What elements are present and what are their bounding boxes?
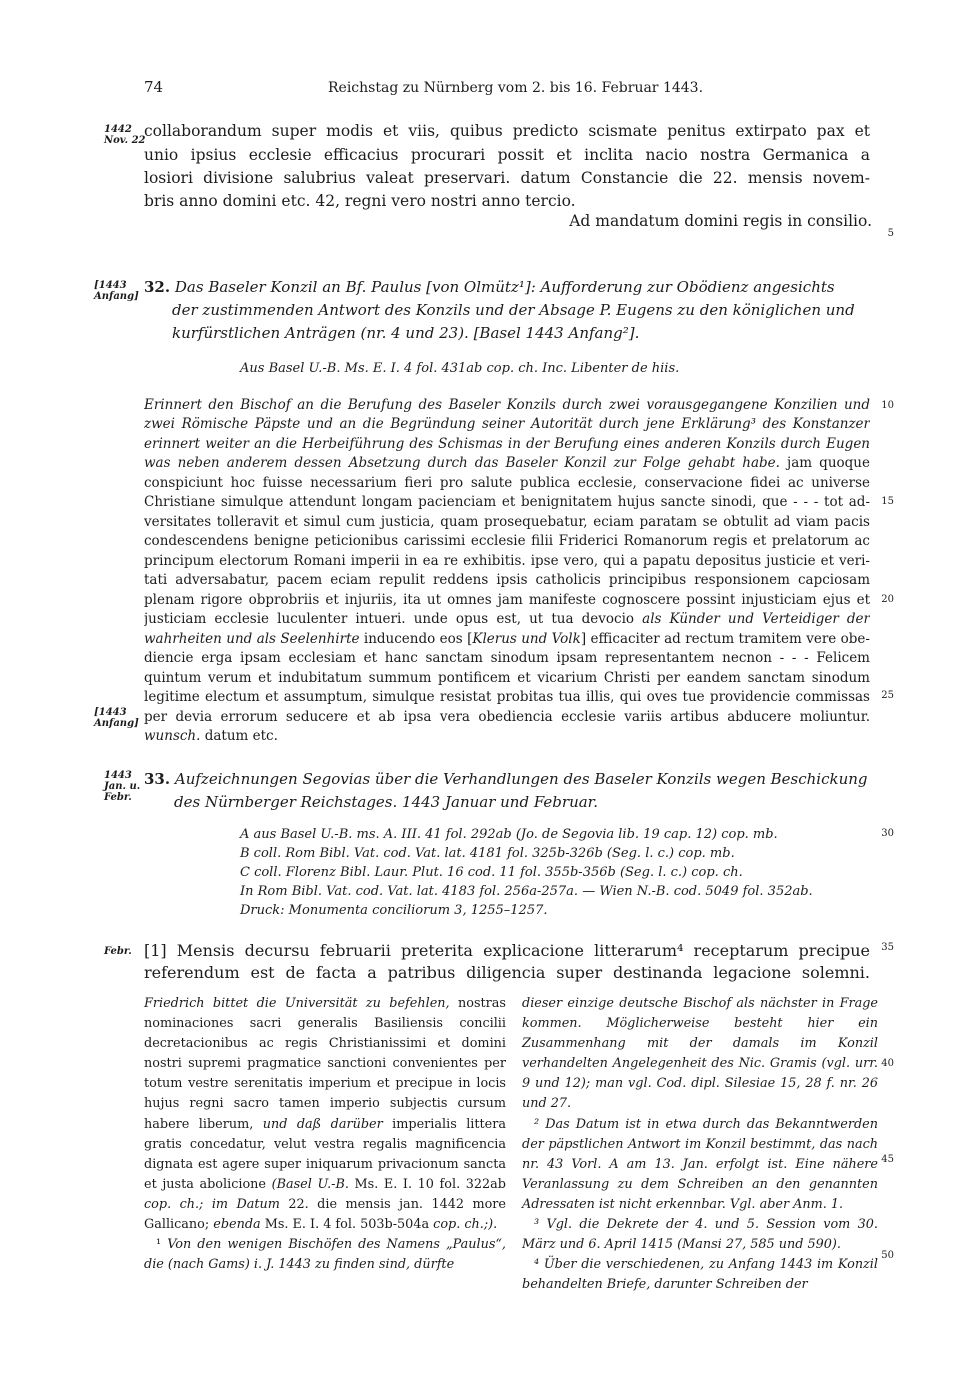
entry-number: 33. [144,770,171,788]
body-line: wahrheiten und als Seelenhirte inducendo eos [Klerus und Volk] efficaciter ad rectum tramitem vere obe- [144,631,870,647]
margin-date-2: [1443 Anfang] [94,280,139,302]
entry-number: 32. [144,278,171,296]
footnote-4: ⁴ Über die verschiedenen, zu Anfang 1443 im Konzil behandelten Briefe, darunter Schreiben der [522,1257,878,1293]
entry-title-line: des Nürnberger Reichstages. 1443 Januar und Februar. [174,793,598,811]
entry-title-line: Das Baseler Konzil an Bf. Paulus [von Olmütz¹]: Aufforderung zur Obödienz angesichts [174,278,835,296]
footnotes-right-column [522,994,878,1295]
paragraph-1-line: referendum est de facta a patribus diligencia super destinanda legacione solemni. [144,963,870,982]
line-number: 25 [881,690,894,701]
footnote-1-continued: dieser einzige deutsche Bischof als nächster in Frage kommen. Möglicherweise besteht hier ein Zusammenhang mit der damals im Konzil verhandelten Angelegenheit des Nic. Gramis (vgl. urr. 9 und 12); man vgl. Cod. dipl. Silesiae 15, 28 f. nr. 26 und 27. [522,996,878,1112]
entry-title-line: Aufzeichnungen Segovias über die Verhandlungen des Baseler Konzils wegen Beschickung [174,770,868,788]
source-line: Druck: Monumenta conciliorum 3, 1255–1257. [240,903,548,918]
line-number: 35 [881,942,894,953]
intro-line-1: collaborandum super modis et viis, quibus predicto scismate penitus extirpato pax et [144,122,870,140]
line-number: 20 [881,594,894,605]
body-line: legitime electum et assumptum, simulque resistat probitas tua illis, qui oves tue providencie commissas [144,689,870,705]
intro-line-4: bris anno domini etc. 42, regni vero nostri anno tercio. [144,192,576,210]
line-number: 5 [887,228,894,239]
entry-32-heading [144,276,870,345]
line-number: 40 [881,1058,894,1069]
body-line: principum electorum Romani imperii in ea re exhibitis. ipse vero, qui a papatu depositus justicie et veri- [144,553,870,569]
entry-title-line: der zustimmenden Antwort des Konzils und der Absage P. Eugens zu den königlichen und [172,301,855,319]
footnote-1: ¹ Von den wenigen Bischöfen des Namens „Paulus“, die (nach Gams) i. J. 1443 zu finden sind, dürfte [144,1237,507,1273]
entry-title-line: kurfürstlichen Anträgen (nr. 4 und 23). [Basel 1443 Anfang²]. [172,324,640,342]
body-line: wunsch. datum etc. [144,728,278,744]
footnote-3: ³ Vgl. die Dekrete der 4. und 5. Session vom 30. März und 6. April 1415 (Mansi 27, 585 und 590). [522,1217,878,1253]
body-line: Erinnert den Bischof an die Berufung des Baseler Konzils durch zwei vorausgegangene Konzilien und [144,397,870,413]
body-line: tati adversabatur, pacem eciam repulit reddens ipsis catholicis principibus responsionem capciosam [144,572,870,588]
source-line: A aus Basel U.-B. ms. A. III. 41 fol. 292ab (Jo. de Segovia lib. 19 cap. 12) cop. mb. [240,827,778,842]
body-line: conspiciunt hoc fuisse necessarium fieri pro salute publica ecclesie, conservacione fidei ac universe [144,475,870,491]
intro-line-3: losiori divisione salubrius valeat preservari. datum Constancie die 22. mensis novem- [144,169,870,187]
entry-32-source: Aus Basel U.-B. Ms. E. I. 4 fol. 431ab cop. ch. Inc. Libenter de hiis. [240,361,680,376]
line-number: 30 [881,828,894,839]
line-number: 45 [881,1154,894,1165]
page-number: 74 [144,78,164,96]
source-line: C coll. Florenz Bibl. Laur. Plut. 16 cod. 11 fol. 355b-356b (Seg. l. c.) cop. ch. [240,865,743,880]
body-line: condescendens benigne peticionibus carissimi ecclesie filii Friderici Romanorum regis et prelatorum ac [144,533,870,549]
footnote-2: ² Das Datum ist in etwa durch das Bekanntwerden der päpstlichen Antwort im Konzil bestimmt, das nach nr. 43 Vorl. A am 13. Jan. erfolgt ist. Eine nähere Veranlassung zu dem Schreiben an den genannten Adressaten ist nicht erkennbar. Vgl. aber Anm. 1. [522,1116,878,1212]
body-line: justiciam ecclesie luculenter intueri. unde opus est, ut tua devocio als Künder und Verteidiger der [144,611,870,627]
footnote-a: Friedrich bittet die Universität zu befehlen, nostras nominaciones sacri generalis Basiliensis concilii decretacionibus ac regis Christianissimi et domini nostri supremi pragmatice sanctioni convenientes per totum vestre serenitatis imperium et precipue in locis hujus regni sacro tamen imperio subjectis cursum habere liberum, und daß darüber imperialis littera gratis concedatur, velut vestra regalis magnificencia dignata est agere super iniquarum privacionum sancta et justa abolicione (Basel U.-B. Ms. E. I. 10 fol. 322ab cop. ch.; im Datum 22. die mensis jan. 1442 more Gallicano; ebenda Ms. E. I. 4 fol. 503b-504a cop. ch.;). [144,996,506,1233]
body-line: plenam rigore obprobriis et injuriis, ita ut omnes jam manifeste cognoscere possint injusticiam ejus et [144,592,870,608]
margin-date-5: Febr. [104,946,132,957]
body-line: was neben anderem dessen Absetzung durch das Baseler Konzil zur Folge gehabt habe. jam quoque [144,455,870,471]
entry-33-heading [144,768,870,814]
margin-date-3: [1443 Anfang] [94,707,139,729]
margin-date-1: 1442 Nov. 22 [104,124,146,146]
line-number: 15 [881,496,894,507]
line-number: 50 [881,1250,894,1261]
margin-date-4: 1443 Jan. u. Febr. [104,770,141,803]
body-line: quintum verum et indubitatum summum pontificem et vicarium Christi per eandem sanctam sinodum [144,670,870,686]
footnotes-left-column [144,994,506,1275]
body-line: versitates tolleravit et simul cum justicia, quam prosequebatur, eciam paratam se obtulit ad viam pacis [144,514,870,530]
body-line: erinnert weiter an die Herbeiführung des Schismas in der Berufung eines anderen Konzils durch Eugen [144,436,870,452]
body-line: diencie erga ipsam ecclesiam et hanc sanctam sinodum ipsam representantem necnon - - - Felicem [144,650,870,666]
running-title: Reichstag zu Nürnberg vom 2. bis 16. Februar 1443. [328,80,704,96]
source-line: B coll. Rom Bibl. Vat. cod. Vat. lat. 4181 fol. 325b-326b (Seg. l. c.) cop. mb. [240,846,735,861]
intro-line-2: unio ipsius ecclesie efficacius procurari possit et inclita nacio nostra Germanica a [144,146,870,164]
source-line: In Rom Bibl. Vat. cod. Vat. lat. 4183 fol. 256a-257a. — Wien N.-B. cod. 5049 fol. 352ab. [240,884,813,899]
paragraph-1-line: [1] Mensis decursu februarii preterita explicacione litterarum⁴ receptarum precipue [144,941,870,960]
body-line: zwei Römische Päpste und an die Begründung seiner Autorität durch jene Erklärung³ des Konstanzer [144,416,870,432]
line-number: 10 [881,400,894,411]
signature-line: Ad mandatum domini regis in consilio. [569,212,872,230]
body-line: per devia errorum seducere et ab ipsa vera obediencia ecclesie variis artibus abducere moliuntur. [144,709,870,725]
body-line: Christiane simulque attendunt longam pacienciam et benignitatem hujus sancte sinodi, que - - - tot ad- [144,494,870,510]
